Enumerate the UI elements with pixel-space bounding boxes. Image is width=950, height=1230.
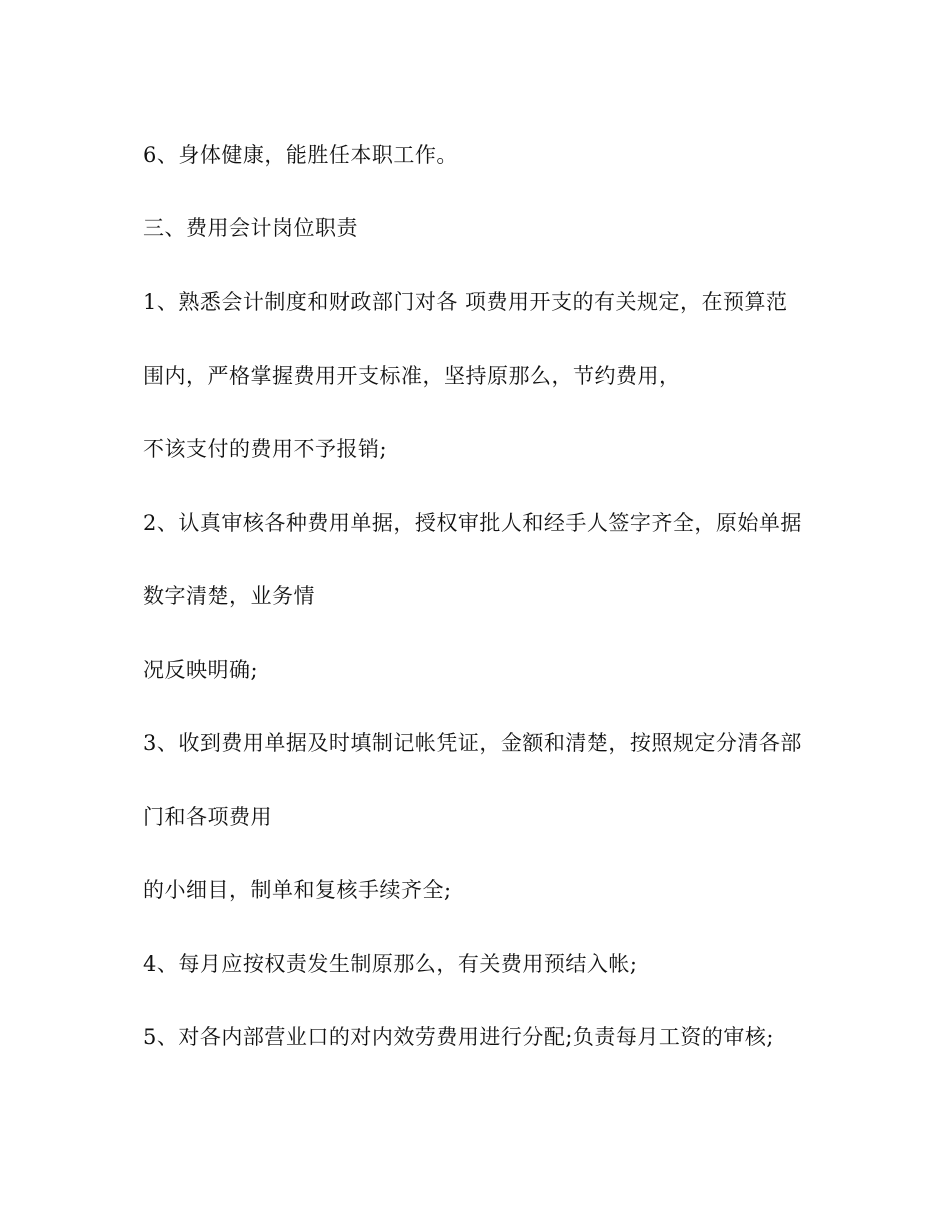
text-line: 2、认真审核各种费用单据，授权审批人和经手人签字齐全，原始单据 bbox=[143, 511, 802, 535]
text-line: 况反映明确; bbox=[143, 658, 259, 682]
text-line: 门和各项费用 bbox=[143, 805, 272, 829]
text-line: 6、身体健康，能胜任本职工作。 bbox=[143, 143, 458, 167]
text-line: 的小细目，制单和复核手续齐全; bbox=[143, 878, 452, 902]
text-line: 4、每月应按权责发生制原那么，有关费用预结入帐; bbox=[143, 952, 638, 976]
text-line: 数字清楚，业务情 bbox=[143, 584, 315, 608]
text-line: 1、熟悉会计制度和财政部门对各 项费用开支的有关规定，在预算范 bbox=[143, 290, 788, 314]
section-heading: 三、费用会计岗位职责 bbox=[143, 216, 358, 240]
text-line: 3、收到费用单据及时填制记帐凭证，金额和清楚，按照规定分清各部 bbox=[143, 731, 802, 755]
text-line: 不该支付的费用不予报销; bbox=[143, 437, 388, 461]
text-line: 围内，严格掌握费用开支标准，坚持原那么，节约费用， bbox=[143, 364, 681, 388]
text-line: 5、对各内部营业口的对内效劳费用进行分配;负责每月工资的审核; bbox=[143, 1025, 775, 1049]
